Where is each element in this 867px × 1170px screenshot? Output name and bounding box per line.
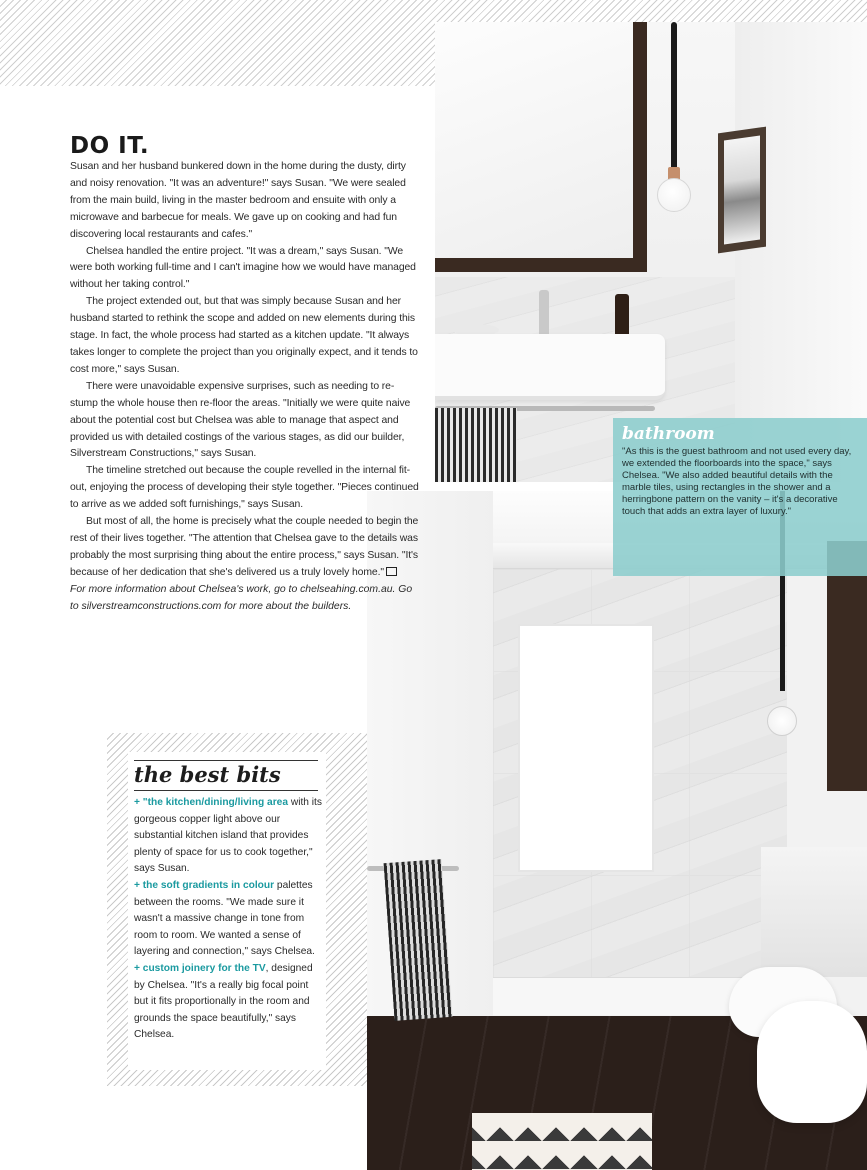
article-paragraph: There were unavoidable expensive surprises, such as needing to re-stump the whole house then re-floor the areas. "Initially we were quite naive about the potential cost but Chelsea was able to manage that aspect and provided us with detailed costings of the various stages, as did our builder, Silverstream Constructions," says Susan.	[70, 380, 411, 460]
striped-towel	[384, 859, 453, 1021]
basin-tap	[539, 290, 549, 338]
shower-window	[518, 624, 654, 872]
pendant-bulb-icon	[657, 178, 691, 212]
mirror-glass	[435, 22, 633, 258]
pendant-cord	[671, 22, 677, 172]
marble-vanity	[761, 847, 867, 977]
article	[70, 133, 420, 615]
best-bits-item-lead: + the soft gradients in colour	[134, 879, 275, 891]
best-bits-list	[134, 795, 324, 1044]
best-bits-item-text: palettes between the rooms. "We made sure it wasn't a massive change in tone from room to room. We wanted a sense of layering and connection," says Chelsea.	[134, 879, 315, 958]
patterned-rug	[472, 1113, 652, 1170]
article-paragraph: Chelsea handled the entire project. "It was a dream," says Susan. "We were both working full-time and I can't imagine how we would have managed without her taking control."	[70, 245, 416, 291]
mirror-frame	[435, 22, 647, 272]
article-paragraph: The timeline stretched out because the couple revelled in the internal fit-out, enjoying the process of developing their style together. "Pieces continued to arrive as we added soft furnishings," says Susan.	[70, 465, 419, 511]
best-bits-item-lead: + "the kitchen/dining/living area	[134, 797, 288, 808]
article-paragraph-text: But most of all, the home is precisely what the couple needed to begin the rest of their lives together. "The attention that Chelsea gave to the details was probably the most surprising thing about the entire process," says Susan. "It's because of her dedication that she's delivered us a truly lovely home."	[70, 516, 419, 578]
photo-side-wall	[735, 22, 867, 482]
bidet	[757, 1001, 867, 1123]
best-bits-title: the best bits	[134, 760, 318, 791]
artwork-print	[724, 135, 760, 244]
caption-title: bathroom	[622, 424, 715, 444]
end-mark-icon	[386, 567, 397, 576]
best-bits-item-text: with its gorgeous copper light above our substantial kitchen island that provides plenty of space for us to cook together," says Susan.	[134, 797, 322, 875]
caption-text: "As this is the guest bathroom and not used every day, we extended the floorboards into the space," says Chelsea. "We also added beautiful details with the marble tiles, using rectangles in the shower and a herringbone pattern on the vanity – it's a decorative touch that adds an extra layer of luxury."	[622, 446, 852, 518]
soap-bottle	[615, 294, 629, 338]
mirror-frame	[827, 541, 867, 791]
best-bits-item	[134, 795, 324, 878]
best-bits-item	[134, 961, 324, 1044]
article-credits: For more information about Chelsea's work, go to chelseahing.com.au. Go to silverstreamconstructions.com for more about the builders.	[70, 583, 413, 612]
photo-caption	[613, 418, 867, 576]
article-heading: DO IT.	[70, 133, 150, 159]
wall-basin	[435, 334, 665, 400]
article-paragraph: Susan and her husband bunkered down in the home during the dusty, dirty and noisy renovation. "It was an adventure!" says Susan. "We were sealed from the main build, living in the master bedroom and ensuite with only a microwave and barbecue for meals. We gave up on cooking and had fun discovering local restaurants and cafes."	[70, 161, 406, 240]
striped-towel	[435, 408, 517, 482]
article-paragraph-last	[70, 514, 420, 582]
best-bits-item	[134, 878, 324, 961]
best-bits-item-lead: + custom joinery for the TV	[134, 962, 266, 974]
bathroom-shower-photo	[367, 491, 867, 1170]
best-bits-item-text: , designed by Chelsea. "It's a really big focal point but it fits proportionally in the room and grounds the space beautifully," says Chelsea.	[134, 962, 313, 1041]
article-body	[70, 159, 420, 582]
pendant-bulb-icon	[767, 706, 797, 736]
bathroom-vanity-photo	[435, 22, 867, 482]
article-paragraph: The project extended out, but that was simply because Susan and her husband started to rethink the scope and added on new elements during this stage. In fact, the whole process had started as a kitchen update. "It always takes longer to complete the project than you originally expect, and it tends to cost more," says Susan.	[70, 296, 418, 375]
